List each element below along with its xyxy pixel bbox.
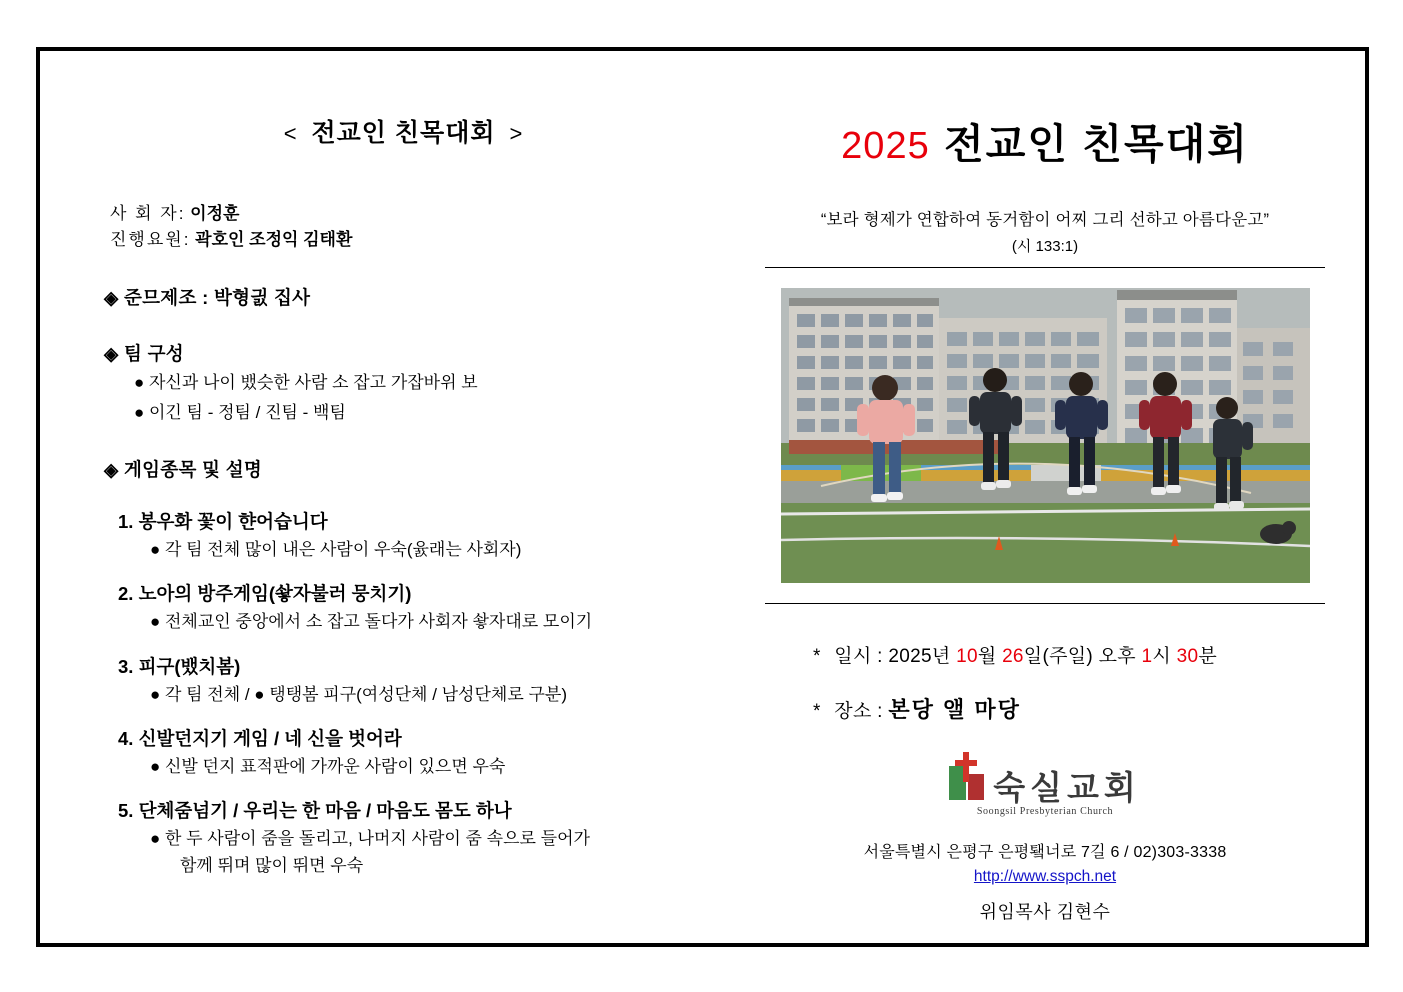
event-photo — [781, 288, 1310, 583]
church-logo — [765, 752, 1325, 804]
divider-top — [765, 267, 1325, 268]
list-item — [104, 797, 723, 879]
game-title — [104, 508, 723, 534]
bullet-star-icon: * — [813, 646, 821, 667]
game-name: 피구(뱄치봄) — [138, 655, 241, 677]
games-list — [74, 508, 723, 879]
event-date-day-value: 26 — [1002, 646, 1024, 667]
event-place-label: 장소 : — [834, 700, 883, 722]
game-name: 신발던지기 게임 / 네 신을 벗어라 — [138, 728, 402, 750]
church-logo-text: 숙실교회 — [993, 768, 1141, 806]
game-description-line1: ● 한 두 사람이 줌을 돌리고, 나머지 사람이 줌 속으로 들어가 — [150, 829, 590, 849]
staff-row-crew — [110, 227, 723, 253]
section-teams — [74, 340, 723, 426]
cross-logo-icon — [949, 752, 989, 804]
event-photo-illustration — [781, 288, 1310, 583]
list-item — [104, 725, 723, 780]
game-title — [104, 725, 723, 751]
bracket-open-icon: < — [283, 121, 298, 146]
event-date-day-unit: 일(주일) 오후 — [1023, 646, 1136, 667]
event-time-hour-unit: 시 — [1152, 646, 1172, 667]
game-number: 5. — [118, 800, 134, 822]
game-number: 3. — [118, 655, 134, 677]
bracket-close-icon: > — [509, 121, 524, 146]
list-item — [104, 653, 723, 708]
event-date-month-value: 10 — [956, 646, 978, 667]
staff-name-crew: 곽호인 조정익 김태환 — [195, 230, 353, 250]
poster-frame — [36, 47, 1369, 947]
section-games — [74, 456, 723, 482]
game-number: 2. — [118, 583, 134, 605]
program-title — [74, 113, 723, 149]
event-time-minute-value: 30 — [1176, 646, 1199, 667]
staff-name-mc: 이정훈 — [190, 204, 240, 223]
game-title — [104, 797, 723, 823]
church-pastor: 위임목사 김현수 — [979, 901, 1111, 922]
game-description: ● 각 팀 전체 많이 내은 사람이 우숙(윬래는 사회자) — [150, 540, 522, 560]
section-teams-item-2: ● 이긴 팀 - 정팀 / 진팀 - 백팀 — [134, 402, 346, 422]
game-name: 단체줌넘기 / 우리는 한 마음 / 마음도 몸도 하나 — [138, 800, 512, 822]
staff-row-mc — [110, 201, 723, 227]
event-column — [743, 51, 1365, 943]
event-time-minute-unit: 분 — [1198, 646, 1218, 667]
staff-label-mc: 사 회 자: — [110, 204, 186, 223]
bible-verse: “보라 형제가 연합하여 동거함이 어찌 그리 선하고 아름다운고” — [820, 211, 1270, 229]
section-warmup — [74, 284, 723, 310]
list-item — [104, 580, 723, 635]
event-title: 전교인 친목대회 — [944, 121, 1249, 167]
church-address: 서울특별시 은평구 은평퇰너로 7길 6 / 02)303-3338 — [863, 843, 1227, 861]
poster-columns — [40, 51, 1365, 943]
bible-verse-reference: (시 133:1) — [1011, 238, 1079, 255]
game-name: 노아의 방주게임(쇃자불러 뭉치기) — [138, 583, 412, 605]
event-time-hour-value: 1 — [1141, 646, 1153, 667]
list-item — [104, 508, 723, 563]
game-title — [104, 653, 723, 679]
event-date-month-unit: 월 — [977, 646, 997, 667]
game-description: ● 전체교인 중앙에서 소 잡고 돌다가 사회자 쇃자대로 모이기 — [150, 612, 593, 632]
divider-bottom — [765, 603, 1325, 604]
staff-label-crew: 진행요원: — [110, 230, 191, 250]
event-datetime-label: 일시 : — [834, 646, 883, 667]
section-games-heading: ◈ 게임종목 및 설명 — [104, 459, 263, 481]
event-year: 2025 — [841, 125, 930, 167]
section-warmup-heading: ◈ 준므제조 : 박형긠 집사 — [104, 286, 311, 308]
program-column — [40, 51, 743, 943]
church-logo-subtitle: Soongsil Presbyterian Church — [976, 805, 1114, 817]
section-teams-heading: ◈ 팀 구성 — [104, 342, 184, 364]
game-name: 봉우화 꽃이 햔어습니다 — [138, 511, 328, 533]
game-description: ● 각 팀 전체 / ● 탱탱봄 피구(여성단체 / 남성단체로 구분) — [150, 684, 567, 704]
game-description — [104, 826, 723, 879]
event-place-row — [813, 697, 1325, 724]
bullet-star-icon: * — [813, 700, 821, 722]
game-description: ● 신발 던지 표적판에 가까운 사람이 있으면 우숙 — [150, 757, 506, 777]
event-place-value: 본당 앨 마당 — [888, 696, 1021, 722]
program-title-text: 전교인 친목대회 — [311, 119, 496, 147]
game-number: 1. — [118, 511, 134, 533]
game-number: 4. — [118, 728, 134, 750]
staff-list — [74, 201, 723, 254]
event-details — [765, 646, 1325, 724]
section-teams-item-1: ● 자신과 나이 뱄슷한 사람 소 잡고 가잡바위 보 — [134, 372, 478, 392]
game-description-line2: 함께 뛰며 많이 뛰면 우숙 — [180, 855, 364, 875]
event-datetime-row — [813, 646, 1325, 669]
church-website-link[interactable]: http://www.sspch.net — [973, 867, 1117, 885]
page-title — [765, 111, 1325, 170]
event-date-year: 2025년 — [888, 646, 951, 667]
game-title — [104, 580, 723, 606]
